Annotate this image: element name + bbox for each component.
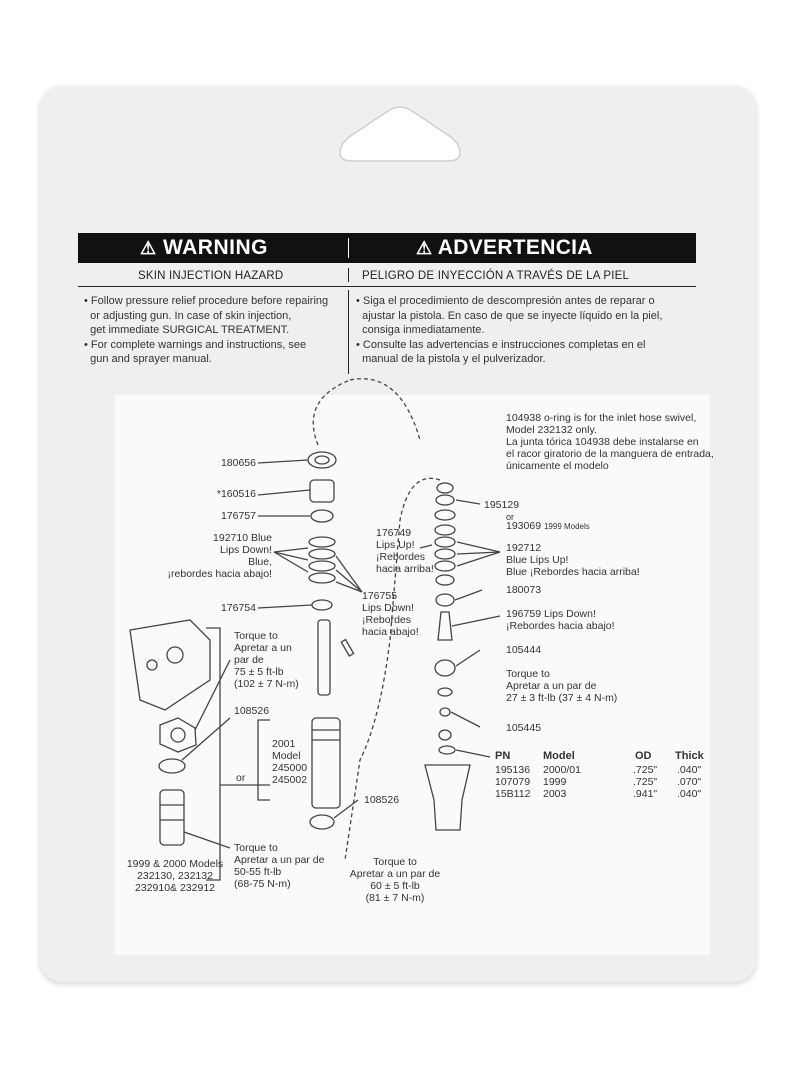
table-cell: .941" — [633, 788, 658, 800]
table-header-thick: Thick — [675, 750, 704, 762]
label-2001-model: 2001 Model 245000 245002 — [272, 738, 308, 786]
table-cell: .070" — [677, 776, 702, 788]
subtitle-es: PELIGRO DE INYECCIÓN A TRAVÉS DE LA PIEL — [362, 270, 630, 282]
part-192712 — [435, 561, 455, 571]
part-160516 — [310, 480, 334, 502]
part-192710 — [309, 537, 335, 547]
table-row — [495, 764, 705, 776]
label-torque-75: Torque to Apretar a un par de 75 ± 5 ft-lb (102 ± 7 N-m) — [234, 630, 299, 690]
o-ring-spec-table — [495, 750, 705, 800]
label-195129: 195129 — [484, 499, 520, 511]
label-192710: 192710 Blue Lips Down! Blue, ¡rebordes hacia abajo! — [167, 532, 272, 580]
subtitle-en: SKIN INJECTION HAZARD — [138, 270, 284, 282]
table-cell: 2003 — [543, 788, 567, 800]
table-header-row — [495, 750, 705, 764]
bullet-es-1: • Siga el procedimiento de descompresión antes de reparar o ajustar la pistola. En caso de que se inyecte líquido en la piel, consiga inmediatamente. — [356, 295, 663, 336]
part-104938 — [437, 483, 453, 493]
table-cell: 195136 — [495, 764, 531, 776]
label-108526-b: 108526 — [364, 794, 400, 806]
part-nut — [160, 718, 196, 752]
part-195129 — [436, 495, 454, 505]
label-176754: 176754 — [220, 602, 256, 614]
label-180073: 180073 — [506, 584, 542, 596]
table-cell: .040" — [677, 788, 702, 800]
table-row — [495, 776, 705, 788]
label-torque-50-55: Torque to Apretar a un par de 50-55 ft-lb (68-75 N-m) — [234, 842, 325, 890]
label-176755: 176755 Lips Down! ¡Rebordes hacia abajo! — [362, 590, 419, 638]
label-or-left: or — [236, 772, 246, 784]
label-1999-2000-models: 1999 & 2000 Models 232130, 232132 232910& 232912 — [126, 858, 224, 894]
note-104938: 104938 o-ring is for the inlet hose swivel, Model 232132 only. La junta tórica 104938 debe instalarse en el racor giratorio de la manguera de entrada, únicamente el modelo — [506, 412, 714, 472]
label-torque-27: Torque to Apretar a un par de 27 ± 3 ft-lb (37 ± 4 N-m) — [506, 668, 618, 704]
table-cell: 2000/01 — [543, 764, 581, 776]
part-176757 — [311, 510, 333, 522]
part-inlet-filter — [425, 765, 470, 830]
part-180073 — [436, 594, 454, 606]
label-torque-60: Torque to Apretar a un par de 60 ± 5 ft-lb (81 ± 7 N-m) — [349, 856, 441, 904]
advertencia-title-text: ADVERTENCIA — [437, 236, 593, 259]
table-header-pn: PN — [495, 750, 511, 762]
part-108526-a — [159, 759, 185, 773]
table-row — [495, 788, 705, 800]
label-192712: 192712 Blue Lips Up! Blue ¡Rebordes hacia arriba! — [506, 542, 640, 578]
bullet-en-1: • Follow pressure relief procedure before repairing or adjusting gun. In case of skin injection, get immediate SURGICAL TREATMENT. — [84, 295, 329, 336]
part-fitting — [160, 790, 184, 845]
bullet-es-2: • Consulte las advertencias e instrucciones completas en el manual de la pistola y el pulverizador. — [356, 338, 646, 365]
part-pump-body — [312, 718, 340, 808]
table-cell: .040" — [677, 764, 702, 776]
part-105445 — [440, 708, 450, 716]
warning-triangle-icon: ⚠ — [140, 238, 157, 258]
label-105445: 105445 — [506, 722, 542, 734]
label-176757: 176757 — [220, 510, 256, 522]
part-105444 — [435, 660, 455, 676]
bracket-2001 — [258, 720, 270, 800]
label-176749: 176749 Lips Up! ¡Rebordes hacia arriba! — [376, 527, 434, 575]
part-108526-b — [310, 815, 334, 829]
table-cell: 1999 — [543, 776, 567, 788]
bullet-en-2: • For complete warnings and instructions, see gun and sprayer manual. — [84, 338, 307, 365]
part-manifold-block — [130, 620, 210, 710]
warning-triangle-icon: ⚠ — [416, 238, 433, 258]
part-176749 — [435, 525, 455, 535]
label-105444: 105444 — [506, 644, 542, 656]
part-196759 — [438, 612, 452, 640]
warning-title-text: WARNING — [162, 236, 268, 259]
label-180656: 180656 — [220, 457, 256, 469]
part-176754 — [312, 600, 332, 610]
table-cell: 107079 — [495, 776, 531, 788]
label-193069: 193069 1999 Models — [506, 520, 590, 532]
label-108526-a: 108526 — [234, 705, 270, 717]
table-cell: .725" — [633, 764, 658, 776]
table-header-model: Model — [543, 750, 575, 762]
label-196759: 196759 Lips Down! ¡Rebordes hacia abajo! — [506, 608, 615, 632]
table-cell: 15B112 — [495, 788, 531, 800]
part-rod — [318, 620, 330, 695]
dashed-path-top — [350, 379, 420, 440]
part-pin — [341, 640, 353, 656]
dashed-path-left — [313, 380, 350, 445]
table-header-od: OD — [635, 750, 652, 762]
part-180656 — [308, 452, 336, 468]
label-or-right: or — [506, 512, 515, 522]
label-160516: *160516 — [216, 488, 256, 500]
table-cell: .725" — [633, 776, 658, 788]
